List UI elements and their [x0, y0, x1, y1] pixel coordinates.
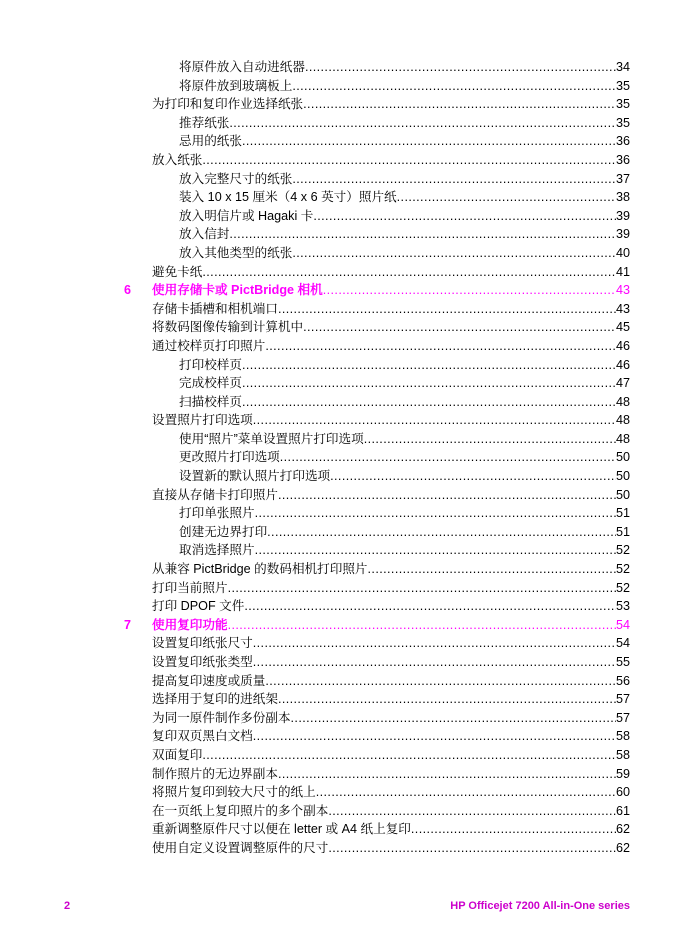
- toc-entry-title: 提高复印速度或质量: [152, 673, 266, 688]
- toc-entry[interactable]: [152, 151, 630, 170]
- toc-entry-page: 57: [615, 710, 630, 725]
- toc-row[interactable]: [0, 709, 683, 728]
- toc-entry[interactable]: [179, 504, 630, 523]
- toc-entry-page: 62: [615, 840, 630, 855]
- toc-entry-title: 设置复印纸张类型: [152, 655, 253, 669]
- footer-product-name: HP Officejet 7200 All-in-One series: [450, 900, 630, 912]
- toc-row[interactable]: [0, 746, 683, 765]
- toc-row[interactable]: [0, 263, 683, 282]
- toc-entry-page: 38: [615, 190, 630, 205]
- toc-entry-title: 重新调整原件尺寸以便在 letter 或 A4 纸上复印: [152, 822, 411, 837]
- toc-entry-title: 复印双页黑白文档: [152, 729, 253, 744]
- toc-entry[interactable]: [179, 188, 630, 207]
- toc-row[interactable]: [0, 132, 683, 151]
- toc-row[interactable]: [0, 411, 683, 430]
- toc-entry[interactable]: [152, 653, 630, 672]
- toc-row[interactable]: [0, 170, 683, 189]
- toc-entry-page: 37: [615, 171, 630, 186]
- toc-row[interactable]: [0, 820, 683, 839]
- toc-entry-title: 放入其他类型的纸张: [179, 245, 293, 260]
- toc-entry-page: 51: [615, 506, 630, 521]
- toc-entry[interactable]: [179, 430, 630, 449]
- toc-entry-page: 59: [615, 766, 630, 781]
- dot-leader: [267, 523, 616, 542]
- toc-row[interactable]: [0, 318, 683, 337]
- toc-entry-title: 设置复印纸张尺寸: [152, 636, 253, 651]
- toc-entry-title: 创建无边界打印: [179, 524, 268, 539]
- dot-leader: [278, 300, 616, 319]
- toc-entry-title: 更改照片打印选项: [179, 450, 280, 465]
- toc-entry-title: 放入明信片或 Hagaki 卡: [179, 208, 314, 223]
- dot-leader: [330, 467, 616, 486]
- dot-leader: [253, 411, 616, 430]
- dot-leader: [253, 634, 616, 653]
- toc-row[interactable]: [0, 467, 683, 486]
- toc-entry-page: 47: [615, 376, 630, 391]
- toc-entry-title: 通过校样页打印照片: [152, 338, 266, 353]
- toc-entry[interactable]: [152, 839, 630, 858]
- toc-entry-page: 39: [615, 208, 630, 223]
- toc-entry-title: 避免卡纸: [152, 264, 203, 279]
- toc-entry-page: 55: [615, 655, 630, 669]
- toc-row[interactable]: [0, 541, 683, 560]
- toc-chapter-row[interactable]: [0, 616, 683, 635]
- toc-entry[interactable]: [179, 541, 630, 560]
- toc-row[interactable]: [0, 114, 683, 133]
- toc-entry-title: 忌用的纸张: [179, 134, 242, 149]
- toc-row[interactable]: [0, 634, 683, 653]
- toc-entry[interactable]: [179, 448, 630, 467]
- toc-entry[interactable]: [152, 672, 630, 691]
- toc-entry-title: 为打印和复印作业选择纸张: [152, 97, 304, 112]
- dot-leader: [255, 541, 616, 560]
- toc-row[interactable]: [0, 579, 683, 598]
- toc-entry[interactable]: [152, 709, 630, 728]
- dot-leader: [280, 448, 616, 467]
- toc-entry-title: 设置照片打印选项: [152, 413, 253, 428]
- toc-entry-title: 存储卡插槽和相机端口: [152, 301, 278, 316]
- toc-row[interactable]: [0, 337, 683, 356]
- dot-leader: [202, 151, 616, 170]
- dot-leader: [292, 77, 616, 96]
- toc-entry-page: 34: [615, 60, 630, 74]
- toc-entry[interactable]: [152, 616, 630, 635]
- toc-row[interactable]: [0, 207, 683, 226]
- toc-entry-page: 43: [615, 301, 630, 316]
- dot-leader: [368, 560, 616, 579]
- toc-entry-page: 51: [615, 524, 630, 539]
- dot-leader: [242, 393, 616, 412]
- dot-leader: [328, 839, 616, 858]
- chapter-number: 6: [124, 283, 132, 298]
- toc-row[interactable]: [0, 393, 683, 412]
- toc-entry-page: 35: [615, 78, 630, 93]
- toc-row[interactable]: [0, 727, 683, 746]
- toc-row[interactable]: [0, 77, 683, 96]
- dot-leader: [278, 765, 616, 784]
- toc-row[interactable]: [0, 374, 683, 393]
- toc-entry[interactable]: [152, 300, 630, 319]
- toc-row[interactable]: [0, 58, 683, 77]
- toc-entry-title: 直接从存储卡打印照片: [152, 487, 278, 502]
- toc-row[interactable]: [0, 244, 683, 263]
- toc-row[interactable]: [0, 504, 683, 523]
- toc-entry-title: 使用“照片”菜单设置照片打印选项: [179, 431, 364, 446]
- dot-leader: [244, 597, 616, 616]
- toc-entry[interactable]: [179, 244, 630, 263]
- toc-row[interactable]: [0, 523, 683, 542]
- toc-entry-title: 完成校样页: [179, 376, 242, 391]
- toc-entry-title: 装入 10 x 15 厘米（4 x 6 英寸）照片纸: [179, 190, 397, 205]
- toc-entry-page: 52: [615, 543, 630, 558]
- dot-leader: [242, 132, 616, 151]
- toc-row[interactable]: [0, 448, 683, 467]
- toc-entry-title: 使用复印功能: [152, 617, 228, 632]
- toc-entry-title: 选择用于复印的进纸架: [152, 692, 278, 707]
- toc-entry-page: 57: [615, 692, 630, 707]
- dot-leader: [265, 337, 616, 356]
- toc-entry[interactable]: [152, 765, 630, 784]
- toc-entry-title: 制作照片的无边界副本: [152, 766, 278, 781]
- toc-entry-page: 50: [615, 469, 630, 484]
- dot-leader: [242, 374, 616, 393]
- footer-page-number: 2: [64, 900, 71, 912]
- toc-entry-page: 53: [615, 599, 630, 614]
- dot-leader: [305, 58, 616, 77]
- toc-entry-page: 60: [615, 785, 630, 800]
- toc-entry-title: 打印 DPOF 文件: [152, 599, 245, 614]
- toc-entry-page: 36: [615, 152, 630, 167]
- toc-entry-page: 35: [615, 115, 630, 130]
- dot-leader: [253, 727, 616, 746]
- toc-entry[interactable]: [152, 783, 630, 802]
- toc-entry-page: 41: [615, 264, 630, 279]
- toc-entry[interactable]: [152, 727, 630, 746]
- toc-entry-page: 40: [615, 245, 630, 260]
- toc-entry-page: 35: [615, 97, 630, 112]
- dot-leader: [253, 653, 616, 672]
- toc-row[interactable]: [0, 151, 683, 170]
- dot-leader: [397, 188, 616, 207]
- toc-entry[interactable]: [179, 77, 630, 96]
- toc-entry-title: 将数码图像传输到计算机中: [152, 320, 304, 335]
- toc-entry-title: 从兼容 PictBridge 的数码相机打印照片: [152, 562, 368, 577]
- toc-entry-title: 放入完整尺寸的纸张: [179, 171, 293, 186]
- toc-entry-page: 52: [615, 580, 630, 595]
- toc-entry[interactable]: [152, 690, 630, 709]
- toc-entry-page: 62: [615, 822, 630, 837]
- toc-entry-title: 将原件放到玻璃板上: [179, 78, 293, 93]
- dot-leader: [313, 207, 616, 226]
- dot-leader: [255, 504, 616, 523]
- toc-entry-page: 48: [615, 394, 630, 409]
- toc-entry[interactable]: [152, 802, 630, 821]
- dot-leader: [303, 318, 616, 337]
- toc-entry-page: 43: [615, 283, 630, 298]
- toc-entry[interactable]: [152, 95, 630, 114]
- toc-row[interactable]: [0, 225, 683, 244]
- dot-leader: [303, 95, 616, 114]
- toc-entry-title: 打印单张照片: [179, 506, 255, 521]
- toc-entry-page: 45: [615, 320, 630, 335]
- toc-entry-title: 打印校样页: [179, 357, 242, 372]
- toc-chapter-row[interactable]: [0, 281, 683, 300]
- toc-row[interactable]: [0, 653, 683, 672]
- toc-entry-title: 在一页纸上复印照片的多个副本: [152, 803, 329, 818]
- toc-entry-page: 46: [615, 338, 630, 353]
- toc-entry-title: 使用自定义设置调整原件的尺寸: [152, 840, 329, 855]
- toc-entry-page: 48: [615, 413, 630, 428]
- toc-entry[interactable]: [152, 820, 630, 839]
- toc-entry[interactable]: [179, 523, 630, 542]
- dot-leader: [242, 356, 616, 375]
- dot-leader: [229, 114, 616, 133]
- toc-row[interactable]: [0, 95, 683, 114]
- toc-entry-title: 使用存储卡或 PictBridge 相机: [152, 283, 323, 298]
- toc-entry-page: 36: [615, 134, 630, 149]
- toc-entry[interactable]: [152, 411, 630, 430]
- toc-entry[interactable]: [152, 281, 630, 300]
- toc-row[interactable]: [0, 356, 683, 375]
- toc-entry[interactable]: [152, 560, 630, 579]
- dot-leader: [202, 263, 616, 282]
- toc-entry-page: 54: [615, 617, 630, 632]
- dot-leader: [292, 244, 616, 263]
- toc-entry-title: 推荐纸张: [179, 115, 230, 130]
- dot-leader: [228, 579, 616, 598]
- dot-leader: [328, 802, 616, 821]
- toc-entry[interactable]: [179, 132, 630, 151]
- toc-entry[interactable]: [179, 467, 630, 486]
- toc-row[interactable]: [0, 802, 683, 821]
- dot-leader: [291, 709, 616, 728]
- toc-row[interactable]: [0, 783, 683, 802]
- dot-leader: [278, 690, 616, 709]
- toc-entry-title: 扫描校样页: [179, 394, 242, 409]
- dot-leader: [228, 616, 616, 635]
- toc-entry-title: 将照片复印到较大尺寸的纸上: [152, 785, 316, 800]
- toc-row[interactable]: [0, 839, 683, 858]
- toc-entry-page: 48: [615, 431, 630, 446]
- toc-entry[interactable]: [152, 634, 630, 653]
- toc-entry[interactable]: [152, 337, 630, 356]
- dot-leader: [265, 672, 616, 691]
- toc-entry[interactable]: [179, 114, 630, 133]
- toc-entry-page: 52: [615, 562, 630, 577]
- dot-leader: [278, 486, 616, 505]
- toc-entry-page: 58: [615, 747, 630, 762]
- toc-entry-title: 双面复印: [152, 747, 203, 762]
- toc-entry-title: 将原件放入自动进纸器: [179, 60, 305, 74]
- toc-row[interactable]: [0, 300, 683, 319]
- toc-entry-page: 50: [615, 450, 630, 465]
- toc-entry-page: 39: [615, 227, 630, 242]
- toc-entry-page: 58: [615, 729, 630, 744]
- toc-entry-title: 放入信封: [179, 227, 230, 242]
- dot-leader: [229, 225, 616, 244]
- dot-leader: [292, 170, 616, 189]
- toc-entry[interactable]: [179, 393, 630, 412]
- dot-leader: [202, 746, 616, 765]
- toc-entry[interactable]: [152, 597, 630, 616]
- toc-entry-page: 50: [615, 487, 630, 502]
- table-of-contents: [0, 58, 683, 858]
- toc-row[interactable]: [0, 560, 683, 579]
- toc-entry-page: 46: [615, 357, 630, 372]
- toc-entry-title: 设置新的默认照片打印选项: [179, 469, 331, 484]
- toc-row[interactable]: [0, 765, 683, 784]
- toc-entry-title: 打印当前照片: [152, 580, 228, 595]
- toc-entry[interactable]: [179, 207, 630, 226]
- toc-entry[interactable]: [152, 486, 630, 505]
- toc-entry[interactable]: [152, 263, 630, 282]
- toc-entry[interactable]: [152, 746, 630, 765]
- toc-entry[interactable]: [179, 170, 630, 189]
- toc-entry-title: 为同一原件制作多份副本: [152, 710, 291, 725]
- toc-entry[interactable]: [179, 58, 630, 77]
- dot-leader: [323, 281, 616, 300]
- toc-entry[interactable]: [179, 356, 630, 375]
- dot-leader: [364, 430, 616, 449]
- toc-entry[interactable]: [179, 374, 630, 393]
- toc-entry[interactable]: [152, 318, 630, 337]
- toc-row[interactable]: [0, 188, 683, 207]
- toc-entry-title: 取消选择照片: [179, 543, 255, 558]
- toc-row[interactable]: [0, 430, 683, 449]
- toc-entry-page: 56: [615, 673, 630, 688]
- dot-leader: [316, 783, 616, 802]
- toc-entry[interactable]: [152, 579, 630, 598]
- toc-entry-title: 放入纸张: [152, 152, 203, 167]
- toc-row[interactable]: [0, 486, 683, 505]
- toc-row[interactable]: [0, 597, 683, 616]
- toc-entry[interactable]: [179, 225, 630, 244]
- toc-row[interactable]: [0, 690, 683, 709]
- toc-entry-page: 54: [615, 636, 630, 651]
- toc-row[interactable]: [0, 672, 683, 691]
- chapter-number: 7: [124, 617, 132, 632]
- dot-leader: [411, 820, 616, 839]
- toc-entry-page: 61: [615, 803, 630, 818]
